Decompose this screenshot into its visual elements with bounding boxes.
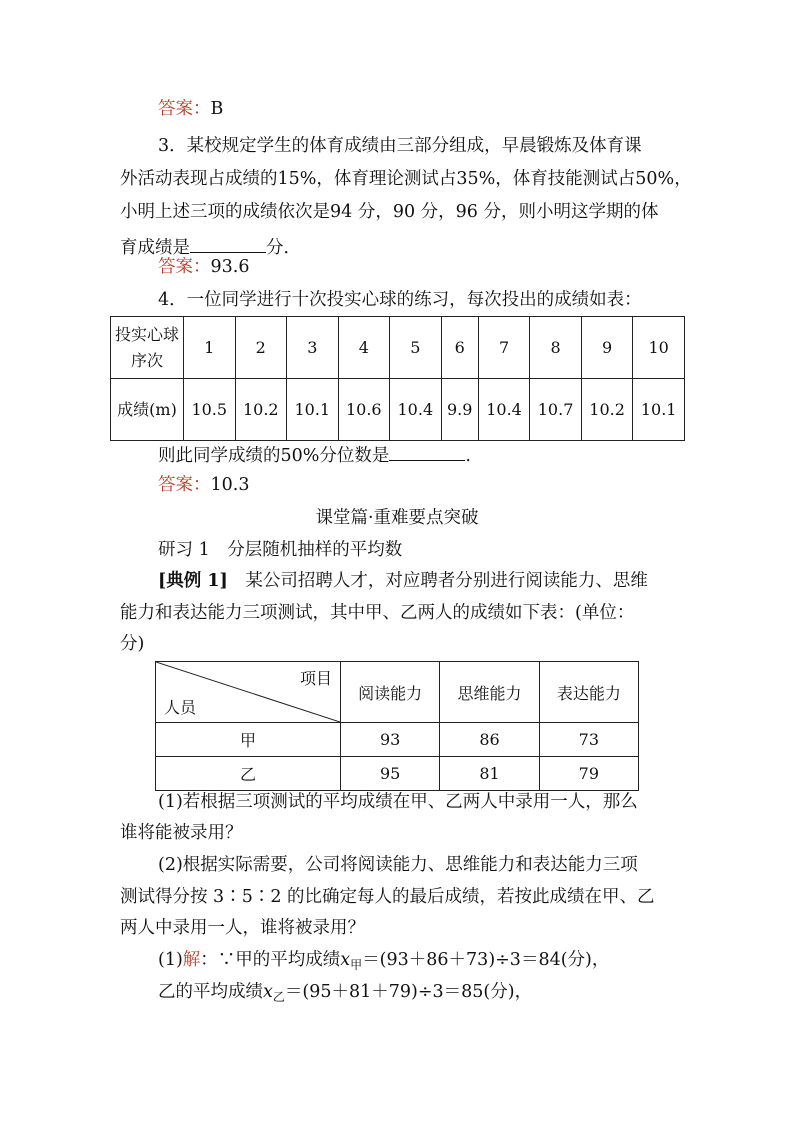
solution-line-1	[158, 948, 609, 977]
corner-person-label: 人员	[164, 698, 197, 717]
score-cell: 10.2	[581, 379, 633, 441]
table-row	[156, 757, 639, 791]
q4-tail-period: .	[465, 446, 471, 466]
score-cell: 73	[539, 723, 638, 757]
mean-variable: x	[263, 982, 273, 1002]
answer-value: 93.6	[210, 257, 250, 277]
q4-answer	[158, 473, 249, 497]
answer-blank	[389, 442, 465, 461]
q3-line-2: 外活动表现占成绩的15%，体育理论测试占35%，体育技能测试占50%，	[120, 169, 692, 189]
mean-variable: x	[340, 950, 351, 970]
example-line-2: 能力和表达能力三项测试，其中甲、乙两人的成绩如下表：(单位：	[120, 603, 635, 623]
diagonal-header	[156, 662, 341, 723]
score-row	[111, 379, 685, 441]
candidate-score-table	[155, 661, 639, 791]
section-title: 课堂篇·重难要点突破	[315, 508, 479, 528]
q4-intro: 4．一位同学进行十次投实心球的练习，每次投出的成绩如表：	[158, 290, 642, 310]
q3-answer	[158, 255, 249, 279]
score-cell: 10.7	[530, 379, 582, 441]
column-header: 阅读能力	[341, 662, 440, 723]
order-cell: 6	[441, 317, 478, 379]
question-2-line-3: 两人中录用一人，谁将被录用？	[120, 918, 365, 938]
question-2-line-2: 测试得分按 3∶5∶2 的比确定每人的最后成绩，若按此成绩在甲、乙	[120, 887, 655, 907]
person-name: 乙	[156, 757, 341, 791]
score-cell: 9.9	[441, 379, 478, 441]
question-2-line-1: (2)根据实际需要，公司将阅读能力、思维能力和表达能力三项	[158, 855, 638, 875]
order-cell: 2	[235, 317, 287, 379]
table-row	[156, 723, 639, 757]
order-cell: 1	[184, 317, 236, 379]
score-cell: 10.1	[633, 379, 685, 441]
mean-subscript: 乙	[272, 990, 285, 1004]
solution-text-b: ＝(93＋86＋73)÷3＝84(分)，	[362, 950, 610, 970]
order-cell: 3	[287, 317, 339, 379]
question-1-line-2: 谁将能被录用？	[120, 823, 243, 843]
score-cell: 79	[539, 757, 638, 791]
score-cell: 10.1	[287, 379, 339, 441]
score-cell: 10.5	[184, 379, 236, 441]
header-row	[156, 662, 639, 723]
example-tag: [典例 1]	[158, 571, 228, 591]
score-cell: 10.4	[390, 379, 442, 441]
order-cell: 7	[478, 317, 530, 379]
study-title: 研习 1 分层随机抽样的平均数	[158, 540, 403, 560]
score-cell: 10.4	[478, 379, 530, 441]
solution-line-2	[158, 980, 532, 1009]
score-header: 成绩(m)	[111, 379, 184, 441]
q4-tail-text: 则此同学成绩的50%分位数是	[158, 446, 390, 466]
example-line-1-text: 某公司招聘人才，对应聘者分别进行阅读能力、思维	[227, 571, 648, 591]
example-line-1	[158, 569, 648, 593]
answer-label: 答案：	[158, 475, 211, 495]
order-cell: 4	[338, 317, 390, 379]
order-cell: 10	[633, 317, 685, 379]
corner-item-label: 项目	[299, 669, 332, 688]
answer-label: 答案：	[158, 99, 211, 119]
person-name: 甲	[156, 723, 341, 757]
q3-line-1: 3．某校规定学生的体育成绩由三部分组成，早晨锻炼及体育课	[158, 136, 642, 156]
order-cell: 5	[390, 317, 442, 379]
solution-text-a: ：∵甲的平均成绩	[200, 950, 341, 970]
q3-line-4-prefix: 育成绩是	[120, 238, 190, 258]
score-cell: 86	[440, 723, 539, 757]
answer-label: 答案：	[158, 257, 211, 277]
score-cell: 95	[341, 757, 440, 791]
solution-text-a: 乙的平均成绩	[158, 982, 263, 1002]
order-cell: 9	[581, 317, 633, 379]
solution-label: 解	[182, 950, 201, 970]
q3-line-4-suffix: 分．	[266, 238, 301, 258]
order-row	[111, 317, 685, 379]
score-cell: 10.6	[338, 379, 390, 441]
mean-subscript: 甲	[350, 958, 363, 972]
solution-prefix: (1)	[158, 950, 183, 970]
example-line-3: 分)	[120, 634, 145, 654]
answer-blank	[190, 234, 266, 253]
question-1-line-1: (1)若根据三项测试的平均成绩在甲、乙两人中录用一人，那么	[158, 792, 638, 812]
score-cell: 93	[341, 723, 440, 757]
score-cell: 81	[440, 757, 539, 791]
solution-text-b: ＝(95＋81＋79)÷3＝85(分)，	[284, 982, 533, 1002]
q4-tail	[158, 442, 471, 468]
order-header: 投实心球序次	[111, 317, 184, 379]
answer-value: B	[210, 99, 224, 119]
column-header: 表达能力	[539, 662, 638, 723]
order-cell: 8	[530, 317, 582, 379]
q2-answer	[158, 97, 223, 121]
column-header: 思维能力	[440, 662, 539, 723]
score-cell: 10.2	[235, 379, 287, 441]
answer-value: 10.3	[210, 475, 250, 495]
throw-score-table	[110, 316, 685, 441]
q3-line-3: 小明上述三项的成绩依次是94 分，90 分，96 分，则小明这学期的体	[120, 202, 659, 222]
